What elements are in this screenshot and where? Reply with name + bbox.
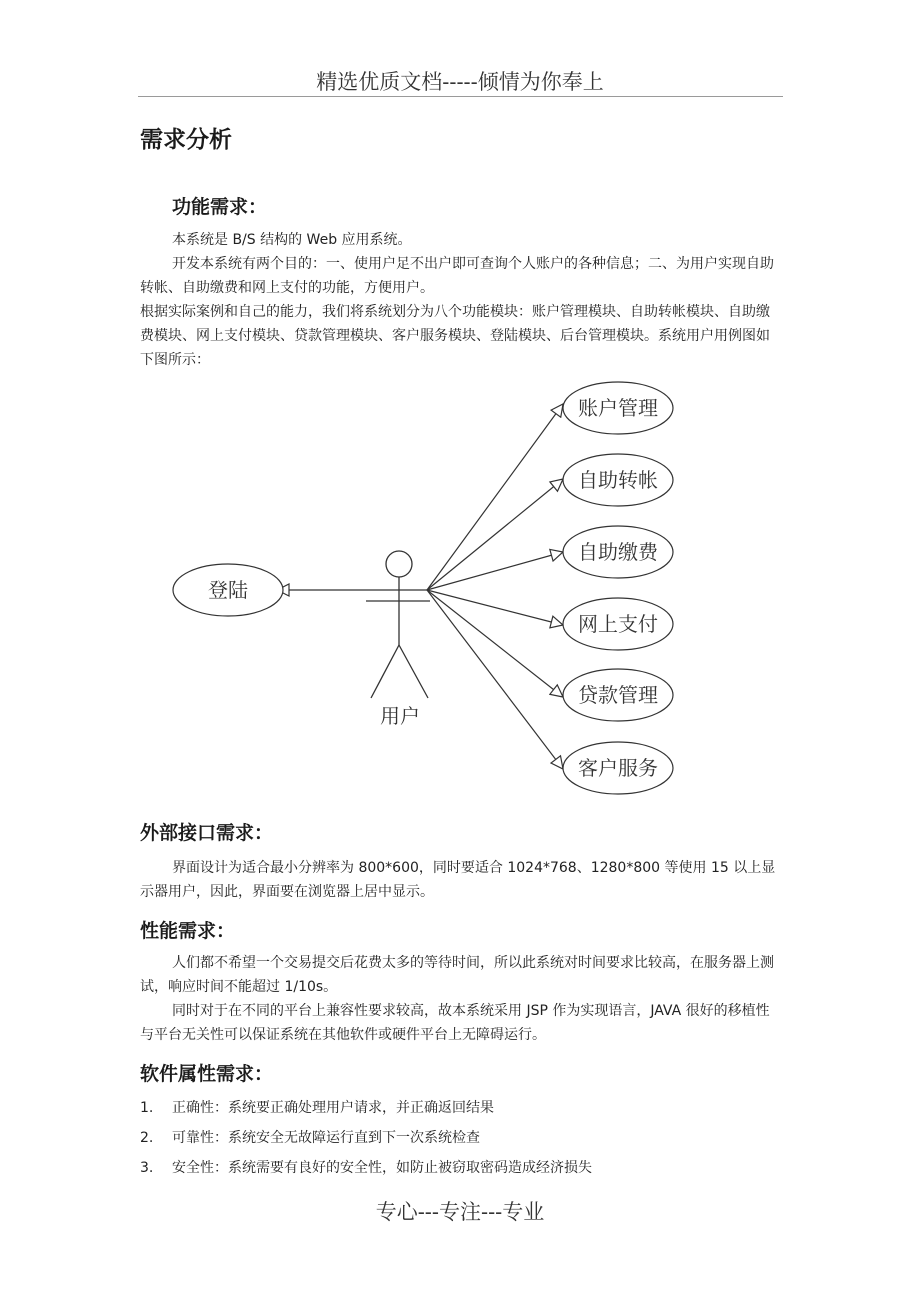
interface-paragraph: 界面设计为适合最小分辨率为 800*600，同时要适合 1024*768、1280*800 等使用 15 以上显示器用户，因此，界面要在浏览器上居中显示。 <box>140 860 776 900</box>
list-item <box>140 1126 592 1156</box>
list-item <box>140 1096 592 1126</box>
functional-heading: 功能需求： <box>172 196 268 218</box>
actor-label: 用户 <box>380 704 420 728</box>
list-number: 1. <box>140 1100 154 1116</box>
list-text: 可靠性：系统安全无故障运行直到下一次系统检查 <box>172 1130 480 1146</box>
list-text: 正确性：系统要正确处理用户请求，并正确返回结果 <box>172 1100 494 1116</box>
interface-section <box>140 856 782 904</box>
page-footer: 专心---专注---专业 <box>375 1200 545 1224</box>
arrow-service <box>427 590 563 769</box>
use-case-diagram <box>140 375 700 804</box>
usecase-login-label: 登陆 <box>208 578 248 602</box>
arrow-transfer <box>427 479 563 590</box>
functional-paragraph-1: 本系统是 B/S 结构的 Web 应用系统。 <box>172 232 412 248</box>
arrow-payment <box>427 552 563 590</box>
functional-paragraph-3: 根据实际案例和自己的能力，我们将系统划分为八个功能模块：账户管理模块、自助转帐模块、自助缴费模块、网上支付模块、贷款管理模块、客户服务模块、登陆模块、后台管理模块。系统用户用例图如下图所示： <box>140 304 770 368</box>
usecase-service-label: 客户服务 <box>578 756 658 780</box>
page-header: 精选优质文档-----倾情为你奉上 <box>316 70 604 94</box>
list-text: 安全性：系统需要有良好的安全性，如防止被窃取密码造成经济损失 <box>172 1160 592 1176</box>
functional-section <box>140 228 782 372</box>
performance-section <box>140 951 782 1047</box>
arrow-loan <box>427 590 563 697</box>
page-title: 需求分析 <box>140 127 232 153</box>
usecase-payment-label: 自助缴费 <box>578 540 658 564</box>
arrow-account <box>427 404 563 590</box>
performance-heading: 性能需求： <box>140 920 236 942</box>
arrow-online-pay <box>427 590 563 625</box>
actor-figure <box>366 551 430 698</box>
usecase-loan-label: 贷款管理 <box>578 683 658 707</box>
usecase-online-pay-label: 网上支付 <box>578 612 658 636</box>
list-number: 3. <box>140 1160 154 1176</box>
usecase-transfer-label: 自助转帐 <box>578 468 658 492</box>
attributes-heading: 软件属性需求： <box>140 1063 274 1085</box>
interface-heading: 外部接口需求： <box>140 822 274 844</box>
performance-paragraph-1: 人们都不希望一个交易提交后花费太多的等待时间，所以此系统对时间要求比较高，在服务器上测试，响应时间不能超过 1/10s。 <box>140 955 774 995</box>
attributes-list <box>140 1096 592 1186</box>
list-number: 2. <box>140 1130 154 1146</box>
usecase-account-label: 账户管理 <box>578 396 658 420</box>
list-item <box>140 1156 592 1186</box>
performance-paragraph-2: 同时对于在不同的平台上兼容性要求较高，故本系统采用 JSP 作为实现语言，JAVA 很好的移植性与平台无关性可以保证系统在其他软件或硬件平台上无障碍运行。 <box>140 1003 770 1043</box>
functional-paragraph-2: 开发本系统有两个目的：一、使用户足不出户即可查询个人账户的各种信息；二、为用户实现自助转帐、自助缴费和网上支付的功能，方便用户。 <box>140 256 774 296</box>
header-divider <box>138 96 783 97</box>
